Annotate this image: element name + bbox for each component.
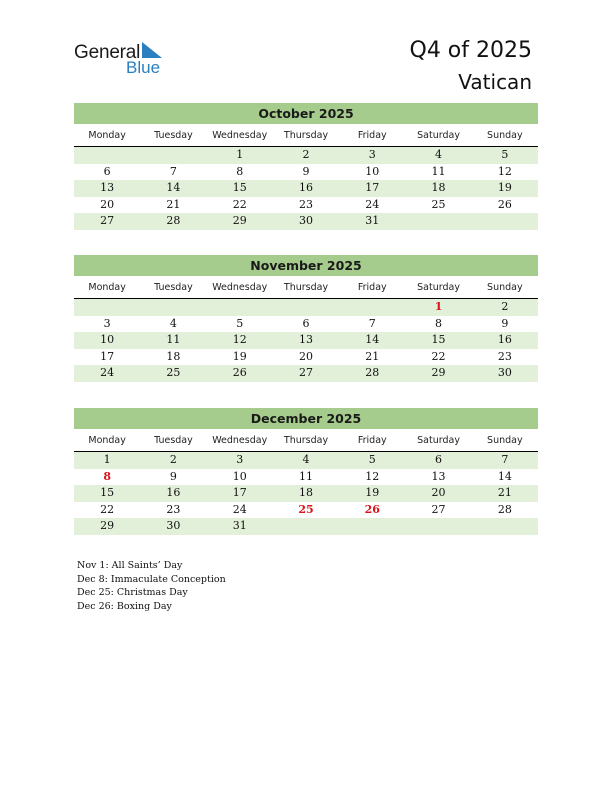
month-calendar [74, 408, 538, 535]
date-cell: 21 [497, 486, 512, 499]
date-cell: 29 [232, 214, 247, 227]
date-cell: 23 [497, 349, 512, 363]
date-cell: 30 [497, 366, 512, 379]
date-cell: 16 [497, 333, 512, 346]
date-cell [472, 518, 538, 535]
week-row [74, 299, 538, 316]
date-cell: 11 [431, 164, 446, 178]
date-cell: 18 [431, 181, 446, 194]
date-cell: 8 [236, 164, 244, 178]
date-cell: 27 [431, 502, 446, 516]
month-calendar [74, 255, 538, 382]
date-cell: 15 [232, 181, 247, 194]
weekday-label: Wednesday [212, 282, 268, 293]
date-cell: 12 [232, 333, 247, 346]
date-cell: 13 [100, 181, 115, 194]
date-cell: 25 [431, 197, 446, 211]
weekday-label: Thursday [283, 282, 329, 293]
date-cell [140, 299, 206, 316]
weekday-label: Sunday [487, 130, 523, 141]
week-row [74, 332, 538, 349]
weekday-label: Wednesday [212, 130, 268, 141]
week-row [74, 518, 538, 535]
date-cell: 19 [497, 181, 512, 194]
date-cell: 31 [365, 214, 380, 227]
date-cell: 16 [166, 486, 181, 499]
weekday-label: Saturday [417, 435, 460, 446]
date-cell: 1 [236, 148, 244, 161]
date-cell: 22 [431, 349, 446, 363]
date-cell: 24 [365, 197, 380, 211]
date-cell: 2 [169, 453, 177, 466]
date-cell: 11 [166, 333, 181, 346]
week-row [74, 213, 538, 230]
date-cell [405, 213, 471, 230]
date-cell: 5 [236, 316, 244, 330]
date-cell: 22 [232, 197, 247, 211]
date-cell: 4 [169, 316, 177, 330]
week-row [74, 349, 538, 366]
weekday-label: Friday [357, 282, 387, 293]
weekday-label: Tuesday [154, 282, 193, 293]
date-cell: 9 [302, 164, 310, 178]
date-cell: 21 [166, 197, 181, 211]
week-row [74, 452, 538, 469]
date-cell: 30 [298, 214, 313, 227]
week-row [74, 365, 538, 382]
date-cell: 17 [232, 486, 247, 499]
date-cell: 17 [365, 181, 380, 194]
date-cell: 26 [232, 366, 247, 379]
date-cell: 22 [100, 502, 115, 516]
date-cell [339, 299, 405, 316]
week-row [74, 147, 538, 164]
date-cell: 15 [431, 333, 446, 346]
weekday-label: Saturday [417, 282, 460, 293]
date-cell: 10 [100, 333, 115, 346]
date-cell: 9 [169, 469, 177, 483]
weekday-label: Tuesday [154, 435, 193, 446]
date-cell: 20 [100, 197, 115, 211]
date-cell: 2 [501, 300, 509, 313]
date-cell: 3 [368, 148, 376, 161]
holiday-list [77, 559, 226, 613]
date-cell: 5 [368, 453, 376, 466]
date-cell: 12 [365, 469, 380, 483]
date-cell: 27 [100, 214, 115, 227]
date-cell: 24 [100, 366, 115, 379]
weekday-label: Sunday [487, 282, 523, 293]
date-cell: 14 [166, 181, 181, 194]
holiday-note: Dec 8: Immaculate Conception [77, 573, 226, 585]
date-cell: 15 [100, 486, 115, 499]
date-cell [273, 518, 339, 535]
week-row [74, 180, 538, 197]
date-cell: 30 [166, 519, 181, 532]
weekday-label: Wednesday [212, 435, 268, 446]
date-cell: 18 [166, 349, 181, 363]
holiday-date-cell: 26 [364, 502, 380, 516]
weekday-label: Friday [357, 435, 387, 446]
weekday-label: Saturday [417, 130, 460, 141]
date-cell: 9 [501, 316, 509, 330]
date-cell [472, 213, 538, 230]
date-cell: 10 [365, 164, 380, 178]
date-cell: 18 [298, 486, 313, 499]
page-title: Q4 of 2025 [409, 38, 532, 63]
date-cell: 7 [368, 316, 376, 330]
logo-text-blue: Blue [126, 58, 161, 77]
holiday-note: Dec 26: Boxing Day [77, 600, 172, 612]
date-cell: 13 [298, 333, 313, 346]
date-cell [74, 299, 140, 316]
country-name: Vatican [458, 70, 532, 94]
date-cell [405, 518, 471, 535]
date-cell: 7 [501, 453, 509, 466]
date-cell: 29 [100, 519, 115, 532]
date-cell: 3 [236, 453, 244, 466]
date-cell: 23 [166, 502, 181, 516]
weekday-label: Sunday [487, 435, 523, 446]
logo-text-general: General [74, 42, 141, 63]
weekday-header-row [74, 127, 538, 147]
holiday-note: Dec 25: Christmas Day [77, 587, 188, 598]
month-title: October 2025 [74, 103, 538, 124]
holiday-date-cell: 25 [298, 502, 314, 516]
date-cell [140, 147, 206, 164]
date-cell: 21 [365, 349, 380, 363]
date-cell [74, 147, 140, 164]
date-cell: 1 [103, 453, 111, 466]
date-cell: 20 [298, 349, 313, 363]
date-cell: 19 [365, 486, 380, 499]
date-cell: 26 [497, 197, 512, 211]
date-cell: 12 [497, 164, 512, 178]
week-row [74, 469, 538, 486]
date-cell: 14 [497, 469, 512, 483]
weekday-label: Monday [88, 435, 126, 446]
week-row [74, 164, 538, 181]
date-cell: 3 [103, 316, 111, 330]
date-cell: 4 [302, 453, 310, 466]
date-cell: 8 [435, 316, 443, 330]
date-cell: 6 [103, 164, 111, 178]
date-cell: 28 [166, 214, 181, 227]
date-cell [207, 299, 273, 316]
date-cell: 29 [431, 366, 446, 379]
weekday-label: Thursday [283, 130, 329, 141]
date-cell: 17 [100, 349, 115, 363]
date-cell [339, 518, 405, 535]
week-row [74, 197, 538, 214]
weekday-label: Tuesday [154, 130, 193, 141]
generalblue-logo [74, 42, 174, 78]
week-row [74, 485, 538, 502]
date-cell: 10 [232, 469, 247, 483]
week-row [74, 502, 538, 519]
weekday-label: Monday [88, 282, 126, 293]
date-cell: 5 [501, 148, 509, 161]
date-cell: 6 [435, 453, 443, 466]
week-row [74, 316, 538, 333]
date-cell [273, 299, 339, 316]
weekday-label: Friday [357, 130, 387, 141]
weekday-header-row [74, 432, 538, 452]
weekday-label: Thursday [283, 435, 329, 446]
date-cell: 20 [431, 486, 446, 499]
date-cell: 19 [232, 349, 247, 363]
holiday-date-cell: 1 [434, 300, 443, 313]
date-cell: 27 [298, 366, 313, 379]
date-cell: 31 [232, 519, 247, 532]
month-calendar [74, 103, 538, 230]
date-cell: 25 [166, 366, 181, 379]
date-cell: 24 [232, 502, 247, 516]
date-cell: 11 [298, 469, 313, 483]
date-cell: 23 [298, 197, 313, 211]
date-cell: 28 [497, 502, 512, 516]
date-cell: 13 [431, 469, 446, 483]
holiday-note: Nov 1: All Saints’ Day [77, 560, 183, 571]
date-cell: 4 [435, 148, 443, 161]
weekday-label: Monday [88, 130, 126, 141]
holiday-date-cell: 8 [103, 469, 111, 483]
date-cell: 6 [302, 316, 310, 330]
date-cell: 16 [298, 181, 313, 194]
month-title: November 2025 [74, 255, 538, 276]
weekday-header-row [74, 279, 538, 299]
date-cell: 7 [169, 164, 177, 178]
date-cell: 14 [365, 333, 380, 346]
date-cell: 28 [365, 366, 380, 379]
month-title: December 2025 [74, 408, 538, 429]
date-cell: 2 [302, 148, 310, 161]
